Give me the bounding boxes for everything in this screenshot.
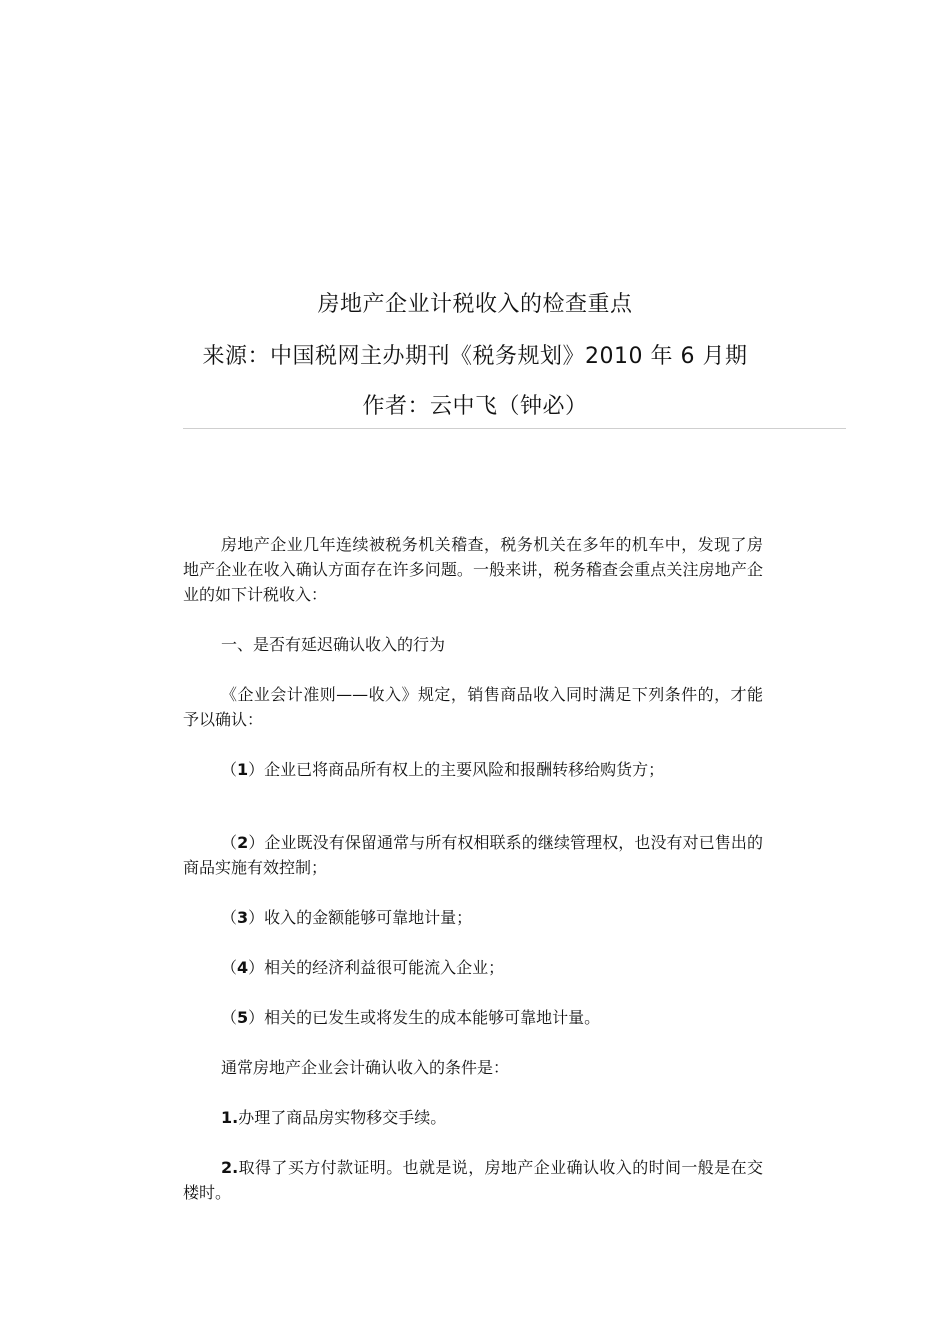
realestate-condition bbox=[183, 1105, 763, 1130]
item-text: 企业已将商品所有权上的主要风险和报酬转移给购货方； bbox=[264, 760, 665, 779]
document-body bbox=[183, 532, 763, 1205]
intro-paragraph bbox=[183, 532, 763, 607]
header-divider bbox=[183, 428, 846, 429]
condition-item: （1）企业已将商品所有权上的主要风险和报酬转移给购货方； bbox=[221, 760, 665, 779]
item-text: 企业既没有保留通常与所有权相联系的继续管理权，也没有对已售出的商品实施有效控制； bbox=[183, 833, 763, 877]
condition-item: （4）相关的经济利益很可能流入企业； bbox=[221, 958, 505, 977]
standard-paragraph bbox=[183, 682, 763, 732]
item-text: 取得了买方付款证明。也就是说，房地产企业确认收入的时间一般是在交楼时。 bbox=[183, 1158, 763, 1202]
item-text: 办理了商品房实物移交手续。 bbox=[238, 1108, 447, 1127]
paragraph-text: 房地产企业几年连续被税务机关稽查，税务机关在多年的机车中，发现了房地产企业在收入确认方面存在许多问题。一般来讲，税务稽查会重点关注房地产企业的如下计税收入： bbox=[183, 535, 763, 604]
paragraph-text: 通常房地产企业会计确认收入的条件是： bbox=[221, 1058, 510, 1077]
condition-item: （2）企业既没有保留通常与所有权相联系的继续管理权，也没有对已售出的商品实施有效控制； bbox=[183, 833, 763, 877]
paragraph-text: 《企业会计准则——收入》规定，销售商品收入同时满足下列条件的，才能予以确认： bbox=[183, 685, 763, 729]
paragraph-text: 一、是否有延迟确认收入的行为 bbox=[221, 635, 446, 654]
item-number: 2. bbox=[221, 1158, 239, 1177]
realestate-condition bbox=[183, 1155, 763, 1205]
item-number: 3 bbox=[237, 908, 249, 927]
section-heading bbox=[183, 632, 763, 657]
condition-item: （5）相关的已发生或将发生的成本能够可靠地计量。 bbox=[221, 1008, 601, 1027]
document-author: 作者：云中飞（钟必） bbox=[362, 394, 588, 419]
item-text: 相关的已发生或将发生的成本能够可靠地计量。 bbox=[264, 1008, 601, 1027]
item-number: 2 bbox=[237, 833, 249, 852]
document-title: 房地产企业计税收入的检查重点 bbox=[317, 292, 633, 317]
document-source: 来源：中国税网主办期刊《税务规划》2010 年 6 月期 bbox=[202, 344, 748, 369]
item-number: 4 bbox=[237, 958, 249, 977]
item-text: 收入的金额能够可靠地计量； bbox=[264, 908, 473, 927]
condition-item: （3）收入的金额能够可靠地计量； bbox=[221, 908, 473, 927]
item-text: 相关的经济利益很可能流入企业； bbox=[264, 958, 505, 977]
realestate-paragraph bbox=[183, 1055, 763, 1080]
item-number: 5 bbox=[237, 1008, 249, 1027]
item-number: 1. bbox=[221, 1108, 239, 1127]
item-number: 1 bbox=[237, 760, 249, 779]
